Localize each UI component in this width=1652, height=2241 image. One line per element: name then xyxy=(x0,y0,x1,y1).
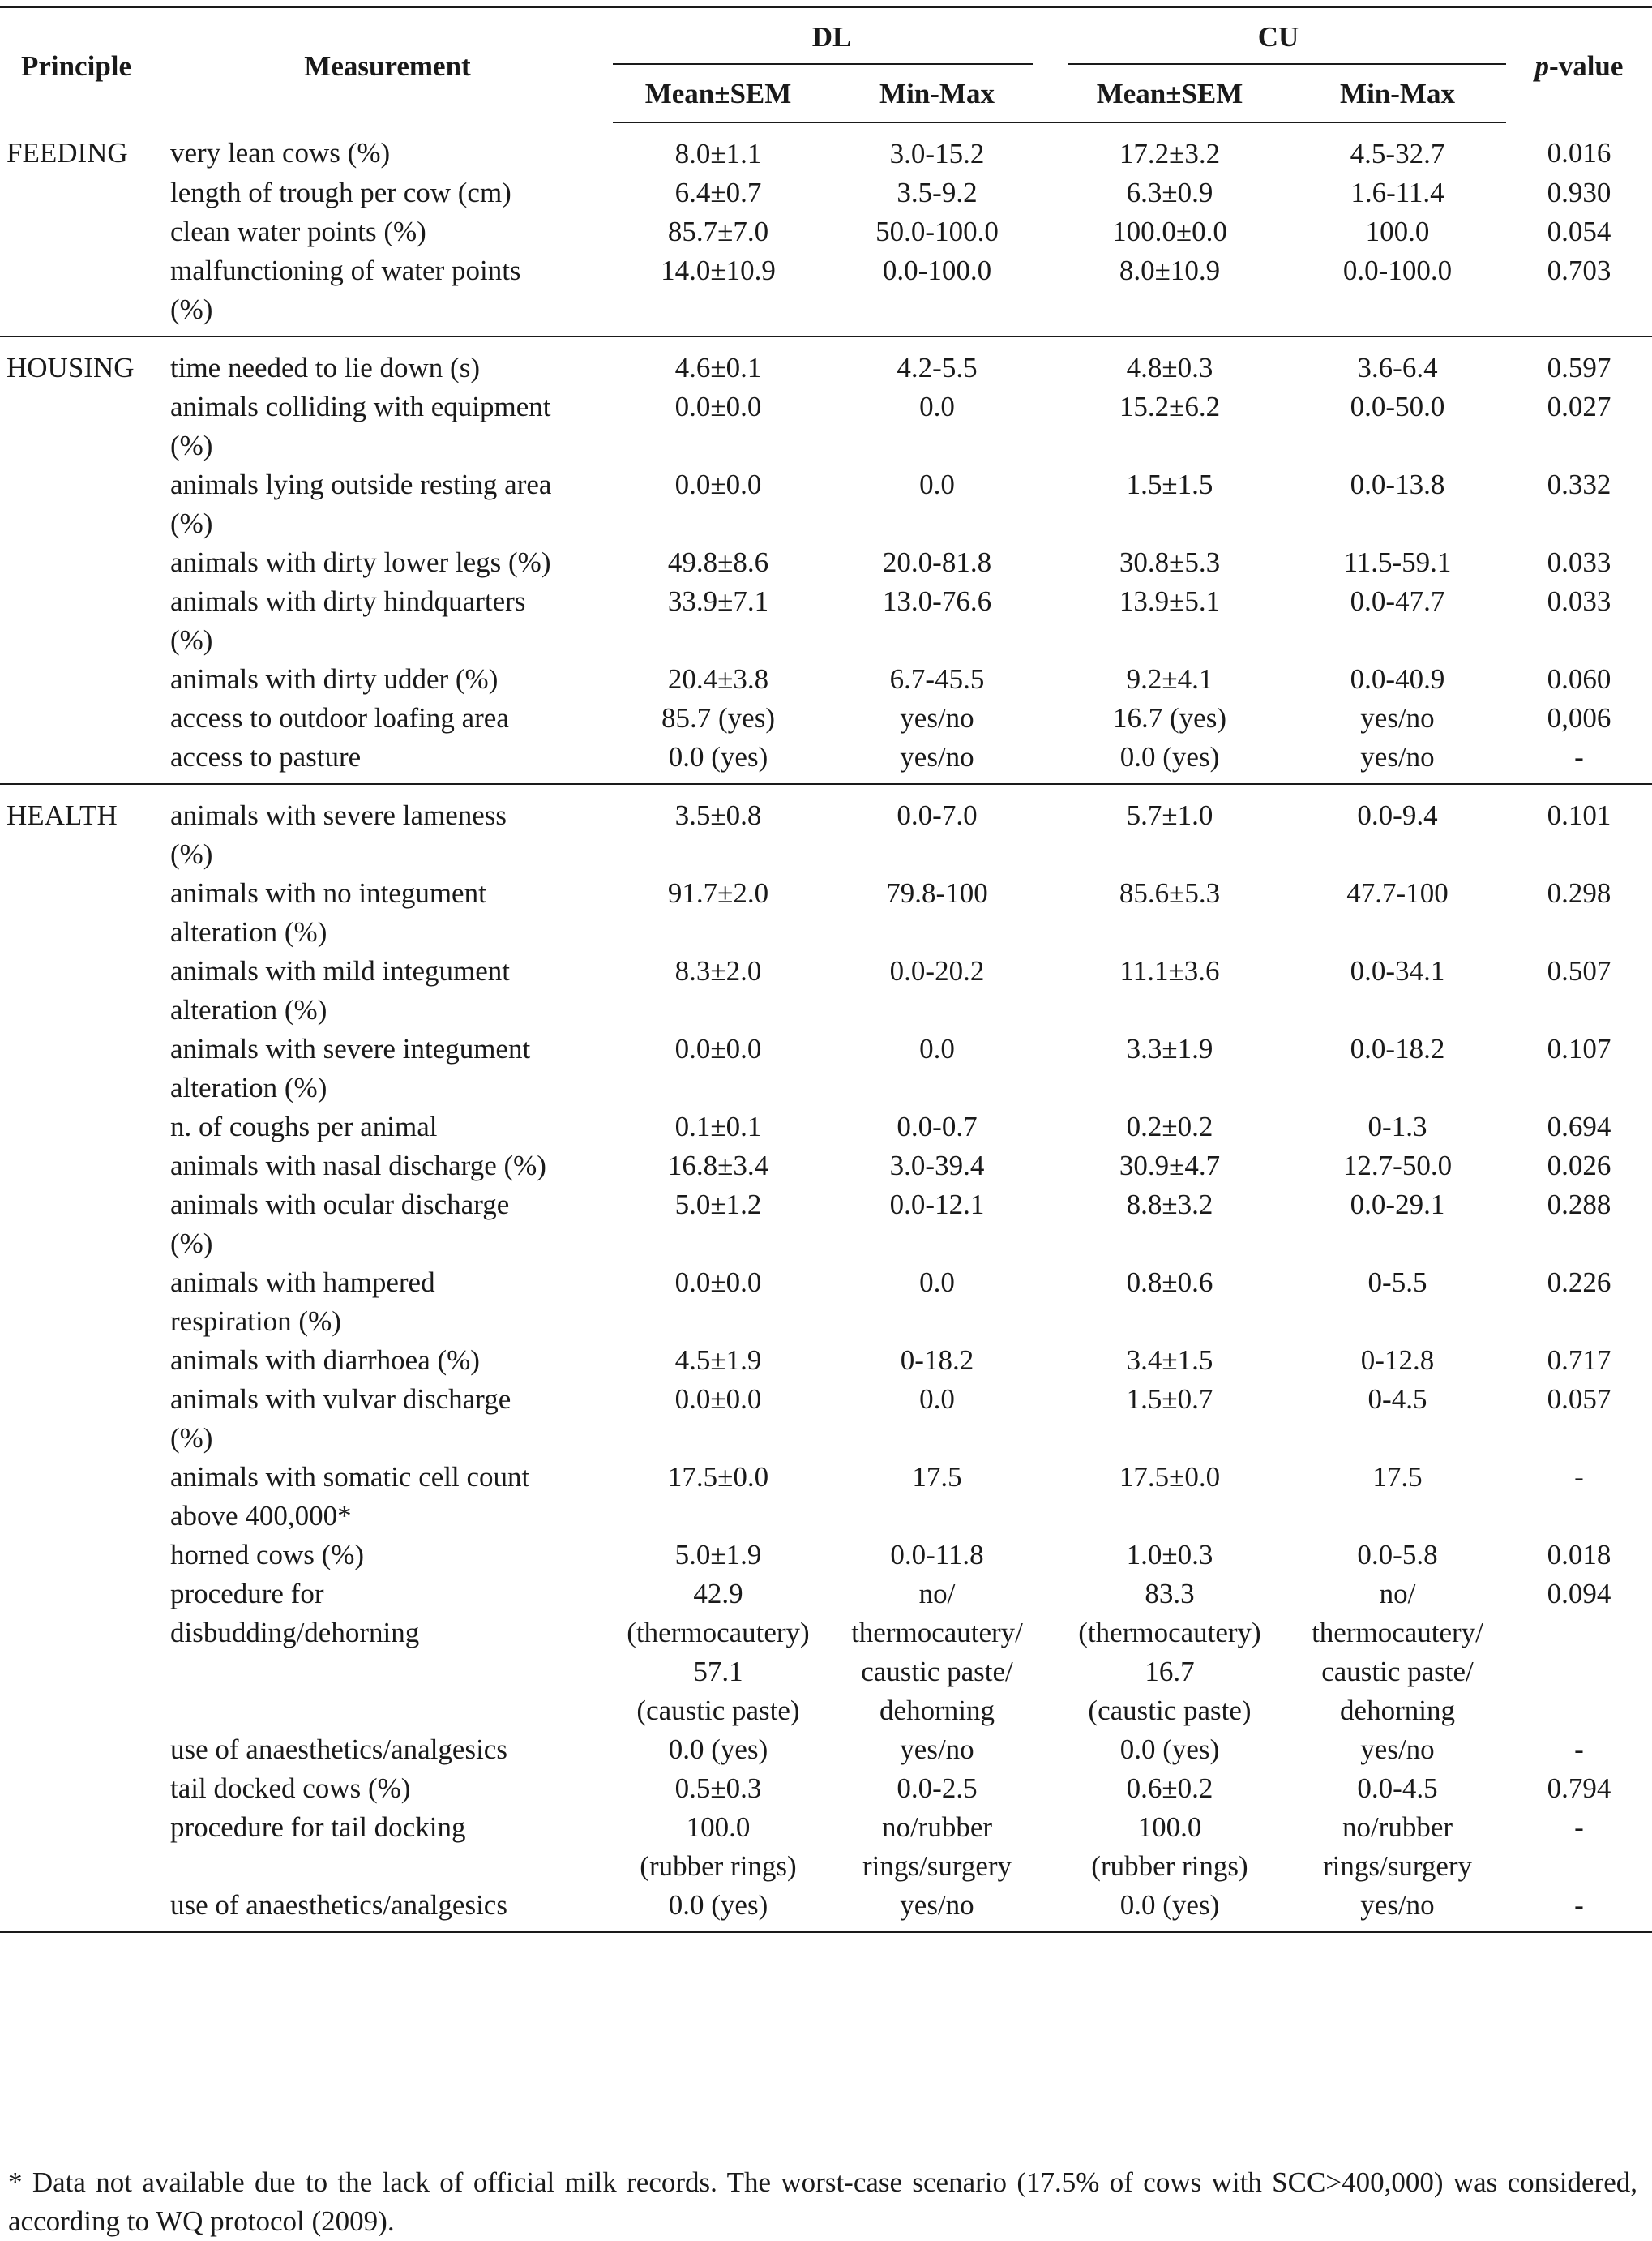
measurement-cell: animals with hampered respiration (%) xyxy=(170,1266,435,1337)
table-row xyxy=(0,1575,1652,1730)
dl-range-cell: yes/no xyxy=(900,741,974,773)
principle-cell xyxy=(0,1458,162,1536)
dl-mean-cell: 42.9 (thermocautery) 57.1 (caustic paste) xyxy=(627,1578,810,1726)
principle-cell xyxy=(0,1108,162,1146)
measurement-cell: use of anaesthetics/analgesics xyxy=(170,1889,507,1921)
principle-cell xyxy=(0,699,162,738)
measurement-cell: animals with ocular discharge (%) xyxy=(170,1189,510,1259)
cu-range-cell: 47.7-100 xyxy=(1346,877,1449,909)
table-row xyxy=(0,1146,1652,1185)
table-row xyxy=(0,174,1652,212)
dl-mean-cell: 0.0±0.0 xyxy=(674,391,762,422)
dl-mean-cell: 5.0±1.9 xyxy=(674,1539,762,1570)
header-pvalue xyxy=(1506,7,1652,122)
principle-cell xyxy=(0,1341,162,1380)
dl-range-cell: 4.2-5.5 xyxy=(897,352,978,383)
dl-range-cell: yes/no xyxy=(900,1889,974,1921)
table-row xyxy=(0,1185,1652,1263)
table-row xyxy=(0,874,1652,952)
principle-cell xyxy=(0,465,162,543)
header-cu-range: Min-Max xyxy=(1289,65,1506,122)
cu-mean-cell: 0.0 (yes) xyxy=(1119,1889,1220,1921)
dl-mean-cell: 4.6±0.1 xyxy=(674,352,762,383)
table-row xyxy=(0,660,1652,699)
table-row xyxy=(0,212,1652,251)
cu-range-cell: 0.0-4.5 xyxy=(1357,1772,1438,1804)
cu-mean-cell: 13.9±5.1 xyxy=(1119,585,1221,617)
measurement-cell: length of trough per cow (cm) xyxy=(170,177,511,208)
cu-range-cell: 0.0-100.0 xyxy=(1342,255,1453,286)
table-row xyxy=(0,1263,1652,1341)
pvalue-cell: - xyxy=(1574,1733,1584,1765)
pvalue-cell: 0.597 xyxy=(1547,352,1611,383)
measurement-cell: animals with dirty hindquarters (%) xyxy=(170,585,526,656)
measurement-cell: n. of coughs per animal xyxy=(170,1111,438,1142)
dl-mean-cell: 0.0 (yes) xyxy=(668,1889,768,1921)
measurement-cell: animals with vulvar discharge (%) xyxy=(170,1383,511,1454)
principle-cell xyxy=(0,251,162,336)
measurement-cell: animals with no integument alteration (%) xyxy=(170,877,486,948)
dl-mean-cell: 16.8±3.4 xyxy=(667,1150,769,1181)
header-pvalue-italic: p xyxy=(1534,49,1550,82)
principle-cell xyxy=(0,1146,162,1185)
dl-mean-cell: 0.0±0.0 xyxy=(674,469,762,500)
dl-mean-cell: 49.8±8.6 xyxy=(667,546,769,578)
dl-mean-cell: 0.0 (yes) xyxy=(668,1733,768,1765)
cu-range-cell: 0.0-18.2 xyxy=(1350,1033,1445,1065)
pvalue-cell: 0.694 xyxy=(1547,1111,1611,1142)
dl-range-cell: 0.0 xyxy=(919,391,955,422)
principle-cell: HEALTH xyxy=(6,799,118,831)
pvalue-cell: 0.717 xyxy=(1547,1344,1611,1376)
table-row xyxy=(0,738,1652,784)
principle-cell xyxy=(0,1808,162,1886)
cu-range-cell: 0.0-9.4 xyxy=(1357,799,1438,831)
pvalue-cell: 0.507 xyxy=(1547,955,1611,987)
measurement-cell: tail docked cows (%) xyxy=(170,1772,411,1804)
table-row xyxy=(0,1886,1652,1932)
principle-cell xyxy=(0,543,162,582)
table-row xyxy=(0,1808,1652,1886)
table-body xyxy=(0,122,1652,1932)
principle-cell xyxy=(0,212,162,251)
cu-range-cell: 0.0-47.7 xyxy=(1350,585,1445,617)
measurement-cell: animals with mild integument alteration (%) xyxy=(170,955,510,1026)
table-row xyxy=(0,1341,1652,1380)
principle-cell xyxy=(0,952,162,1030)
cu-range-cell: 1.6-11.4 xyxy=(1350,177,1444,208)
dl-mean-cell: 0.0±0.0 xyxy=(674,1383,762,1415)
principle-cell xyxy=(0,1886,162,1932)
cu-mean-cell: 4.8±0.3 xyxy=(1126,352,1213,383)
cu-mean-cell: 3.4±1.5 xyxy=(1126,1344,1213,1376)
cu-mean-cell: 85.6±5.3 xyxy=(1119,877,1221,909)
pvalue-cell: 0.101 xyxy=(1547,799,1611,831)
dl-mean-cell: 0.0±0.0 xyxy=(674,1033,762,1065)
table-row xyxy=(0,465,1652,543)
measurement-cell: access to pasture xyxy=(170,741,362,773)
measurement-cell: animals with severe integument alteration (%) xyxy=(170,1033,531,1103)
pvalue-cell: - xyxy=(1574,1461,1584,1493)
table-row xyxy=(0,784,1652,874)
cu-range-cell: yes/no xyxy=(1360,1889,1435,1921)
dl-range-cell: 0.0-0.7 xyxy=(897,1111,978,1142)
cu-mean-cell: 5.7±1.0 xyxy=(1126,799,1213,831)
table-row xyxy=(0,1536,1652,1575)
principle-cell xyxy=(0,660,162,699)
cu-range-cell: 0-4.5 xyxy=(1367,1383,1427,1415)
principle-cell xyxy=(0,738,162,784)
dl-mean-cell: 0.1±0.1 xyxy=(674,1111,762,1142)
dl-mean-cell: 85.7±7.0 xyxy=(667,216,769,247)
header-group-dl: DL xyxy=(613,7,1051,65)
principle-cell xyxy=(0,1030,162,1108)
cu-range-cell: 0-12.8 xyxy=(1360,1344,1435,1376)
table-row xyxy=(0,699,1652,738)
cu-range-cell: 0.0-50.0 xyxy=(1350,391,1445,422)
cu-range-cell: no/ thermocautery/ caustic paste/ dehorning xyxy=(1312,1578,1483,1726)
pvalue-cell: 0.033 xyxy=(1547,585,1611,617)
measurement-cell: procedure for disbudding/dehorning xyxy=(170,1578,420,1648)
dl-range-cell: no/rubber rings/surgery xyxy=(862,1811,1012,1882)
dl-range-cell: 0.0-12.1 xyxy=(889,1189,985,1220)
pvalue-cell: 0.018 xyxy=(1547,1539,1611,1570)
dl-range-cell: 0.0-2.5 xyxy=(897,1772,978,1804)
table-row xyxy=(0,582,1652,660)
cu-mean-cell: 0.0 (yes) xyxy=(1119,1733,1220,1765)
dl-range-cell: 20.0-81.8 xyxy=(882,546,992,578)
cu-range-cell: 3.6-6.4 xyxy=(1357,352,1438,383)
cu-mean-cell: 83.3 (thermocautery) 16.7 (caustic paste) xyxy=(1078,1578,1261,1726)
cu-range-cell: 0.0-5.8 xyxy=(1357,1539,1438,1570)
dl-range-cell: 0.0-11.8 xyxy=(890,1539,984,1570)
principle-cell xyxy=(0,1536,162,1575)
cu-range-cell: 17.5 xyxy=(1372,1461,1423,1493)
table-row xyxy=(0,543,1652,582)
pvalue-cell: 0.016 xyxy=(1547,137,1611,169)
principle-cell xyxy=(0,388,162,465)
cu-range-cell: 0-5.5 xyxy=(1367,1266,1427,1298)
cu-range-cell: 0.0-40.9 xyxy=(1350,663,1445,695)
dl-mean-cell: 85.7 (yes) xyxy=(661,702,775,734)
pvalue-cell: 0.930 xyxy=(1547,177,1611,208)
table-row xyxy=(0,1108,1652,1146)
dl-range-cell: 0.0 xyxy=(919,469,955,500)
cu-mean-cell: 3.3±1.9 xyxy=(1126,1033,1213,1065)
dl-mean-cell: 17.5±0.0 xyxy=(667,1461,769,1493)
table-row xyxy=(0,952,1652,1030)
header-measurement: Measurement xyxy=(304,49,471,82)
pvalue-cell: 0,006 xyxy=(1547,702,1611,734)
dl-mean-cell: 8.3±2.0 xyxy=(674,955,762,987)
principle-cell: HOUSING xyxy=(6,352,135,383)
table-row xyxy=(0,122,1652,174)
table-row xyxy=(0,388,1652,465)
measurement-cell: procedure for tail docking xyxy=(170,1811,466,1843)
dl-range-cell: 3.5-9.2 xyxy=(897,177,978,208)
cu-mean-cell: 16.7 (yes) xyxy=(1113,702,1226,734)
measurement-cell: horned cows (%) xyxy=(170,1539,365,1570)
measurement-cell: very lean cows (%) xyxy=(170,137,391,169)
cu-range-cell: 12.7-50.0 xyxy=(1342,1150,1453,1181)
measurement-cell: animals with severe lameness (%) xyxy=(170,799,507,870)
dl-range-cell: 0.0 xyxy=(919,1266,955,1298)
dl-range-cell: 3.0-15.2 xyxy=(889,138,985,169)
measurement-cell: animals lying outside resting area (%) xyxy=(170,469,552,539)
cu-range-cell: yes/no xyxy=(1360,702,1435,734)
header-dl-mean: Mean±SEM xyxy=(613,65,824,122)
measurement-cell: malfunctioning of water points (%) xyxy=(170,255,521,325)
principle-cell xyxy=(0,1769,162,1808)
measurement-cell: animals with somatic cell count above 400,000* xyxy=(170,1461,530,1532)
dl-mean-cell: 6.4±0.7 xyxy=(674,177,762,208)
dl-range-cell: yes/no xyxy=(900,1733,974,1765)
pvalue-cell: 0.298 xyxy=(1547,877,1611,909)
table-header xyxy=(0,7,1652,122)
pvalue-cell: 0.033 xyxy=(1547,546,1611,578)
measurement-cell: animals with dirty lower legs (%) xyxy=(170,546,551,578)
footnote: * Data not available due to the lack of official milk records. The worst-case scenario (17.5% of cows with SCC>400,000) was considered, according to WQ protocol (2009). xyxy=(8,2166,1637,2237)
cu-mean-cell: 15.2±6.2 xyxy=(1119,391,1221,422)
principle-cell xyxy=(0,1185,162,1263)
cu-mean-cell: 30.8±5.3 xyxy=(1119,546,1221,578)
dl-range-cell: 0.0-7.0 xyxy=(897,799,978,831)
table-row xyxy=(0,1730,1652,1769)
header-pvalue-suffix: -value xyxy=(1549,49,1624,82)
dl-mean-cell: 33.9±7.1 xyxy=(667,585,769,617)
cu-mean-cell: 100.0 (rubber rings) xyxy=(1091,1811,1248,1882)
cu-mean-cell: 100.0±0.0 xyxy=(1112,216,1227,247)
measurement-cell: animals with nasal discharge (%) xyxy=(170,1150,546,1181)
dl-mean-cell: 20.4±3.8 xyxy=(667,663,769,695)
dl-range-cell: 0.0 xyxy=(919,1383,955,1415)
cu-range-cell: 11.5-59.1 xyxy=(1343,546,1452,578)
dl-mean-cell: 5.0±1.2 xyxy=(674,1189,762,1220)
cu-range-cell: yes/no xyxy=(1360,1733,1435,1765)
cu-range-cell: yes/no xyxy=(1360,741,1435,773)
measurement-cell: animals with diarrhoea (%) xyxy=(170,1344,480,1376)
principle-cell xyxy=(0,174,162,212)
cu-mean-cell: 0.0 (yes) xyxy=(1119,741,1220,773)
cu-mean-cell: 17.5±0.0 xyxy=(1119,1461,1221,1493)
dl-range-cell: 0.0-100.0 xyxy=(882,255,992,286)
dl-range-cell: 3.0-39.4 xyxy=(889,1150,985,1181)
cu-range-cell: 0.0-29.1 xyxy=(1350,1189,1445,1220)
pvalue-cell: 0.794 xyxy=(1547,1772,1611,1804)
dl-range-cell: 13.0-76.6 xyxy=(882,585,992,617)
pvalue-cell: 0.027 xyxy=(1547,391,1611,422)
dl-range-cell: 0-18.2 xyxy=(900,1344,974,1376)
dl-range-cell: 50.0-100.0 xyxy=(875,216,999,247)
cu-range-cell: 0.0-34.1 xyxy=(1350,955,1445,987)
principle-cell: FEEDING xyxy=(6,137,128,169)
cu-mean-cell: 0.2±0.2 xyxy=(1126,1111,1213,1142)
cu-mean-cell: 6.3±0.9 xyxy=(1126,177,1213,208)
dl-range-cell: 6.7-45.5 xyxy=(889,663,985,695)
pvalue-cell: 0.094 xyxy=(1547,1578,1611,1609)
table-row xyxy=(0,336,1652,388)
measurement-cell: animals colliding with equipment (%) xyxy=(170,391,551,461)
measurement-cell: time needed to lie down (s) xyxy=(170,352,480,383)
pvalue-cell: 0.703 xyxy=(1547,255,1611,286)
pvalue-cell: 0.054 xyxy=(1547,216,1611,247)
dl-mean-cell: 0.5±0.3 xyxy=(674,1772,762,1804)
pvalue-cell: 0.060 xyxy=(1547,663,1611,695)
measurement-cell: clean water points (%) xyxy=(170,216,426,247)
dl-range-cell: 0.0-20.2 xyxy=(889,955,985,987)
pvalue-cell: 0.026 xyxy=(1547,1150,1611,1181)
measurement-cell: animals with dirty udder (%) xyxy=(170,663,499,695)
header-cu-mean: Mean±SEM xyxy=(1051,65,1289,122)
cu-mean-cell: 8.8±3.2 xyxy=(1126,1189,1213,1220)
cu-mean-cell: 11.1±3.6 xyxy=(1119,955,1220,987)
header-dl-range: Min-Max xyxy=(824,65,1051,122)
dl-mean-cell: 14.0±10.9 xyxy=(661,255,776,286)
dl-mean-cell: 91.7±2.0 xyxy=(667,877,769,909)
principle-cell xyxy=(0,1263,162,1341)
cu-mean-cell: 0.8±0.6 xyxy=(1126,1266,1213,1298)
cu-range-cell: 4.5-32.7 xyxy=(1350,138,1445,169)
principle-cell xyxy=(0,874,162,952)
header-group-cu: CU xyxy=(1051,7,1506,65)
cu-mean-cell: 1.5±0.7 xyxy=(1126,1383,1213,1415)
dl-range-cell: 79.8-100 xyxy=(886,877,988,909)
dl-range-cell: 0.0 xyxy=(919,1033,955,1065)
principle-cell xyxy=(0,1575,162,1730)
table-row xyxy=(0,1769,1652,1808)
cu-mean-cell: 9.2±4.1 xyxy=(1126,663,1213,695)
pvalue-cell: 0.226 xyxy=(1547,1266,1611,1298)
cu-mean-cell: 30.9±4.7 xyxy=(1119,1150,1221,1181)
dl-mean-cell: 4.5±1.9 xyxy=(674,1344,762,1376)
pvalue-cell: 0.107 xyxy=(1547,1033,1611,1065)
dl-mean-cell: 0.0±0.0 xyxy=(674,1266,762,1298)
welfare-table xyxy=(0,6,1652,1933)
dl-mean-cell: 8.0±1.1 xyxy=(674,138,762,169)
cu-mean-cell: 0.6±0.2 xyxy=(1126,1772,1213,1804)
table-row xyxy=(0,1380,1652,1458)
dl-mean-cell: 3.5±0.8 xyxy=(674,799,762,831)
dl-range-cell: yes/no xyxy=(900,702,974,734)
cu-range-cell: 0.0-13.8 xyxy=(1350,469,1445,500)
pvalue-cell: - xyxy=(1574,741,1584,773)
principle-cell xyxy=(0,1380,162,1458)
cu-mean-cell: 1.0±0.3 xyxy=(1126,1539,1213,1570)
dl-mean-cell: 0.0 (yes) xyxy=(668,741,768,773)
pvalue-cell: 0.288 xyxy=(1547,1189,1611,1220)
cu-range-cell: 0-1.3 xyxy=(1367,1111,1427,1142)
dl-mean-cell: 100.0 (rubber rings) xyxy=(640,1811,797,1882)
measurement-cell: use of anaesthetics/analgesics xyxy=(170,1733,507,1765)
pvalue-cell: - xyxy=(1574,1811,1584,1843)
dl-range-cell: no/ thermocautery/ caustic paste/ dehorning xyxy=(851,1578,1023,1726)
pvalue-cell: - xyxy=(1574,1889,1584,1921)
table-row xyxy=(0,251,1652,336)
pvalue-cell: 0.057 xyxy=(1547,1383,1611,1415)
cu-mean-cell: 17.2±3.2 xyxy=(1119,138,1221,169)
cu-range-cell: no/rubber rings/surgery xyxy=(1322,1811,1473,1882)
pvalue-cell: 0.332 xyxy=(1547,469,1611,500)
dl-range-cell: 17.5 xyxy=(912,1461,962,1493)
cu-range-cell: 100.0 xyxy=(1365,216,1430,247)
principle-cell xyxy=(0,1730,162,1769)
table-row xyxy=(0,1458,1652,1536)
measurement-cell: access to outdoor loafing area xyxy=(170,702,509,734)
cu-mean-cell: 8.0±10.9 xyxy=(1119,255,1221,286)
cu-mean-cell: 1.5±1.5 xyxy=(1126,469,1213,500)
table-row xyxy=(0,1030,1652,1108)
principle-cell xyxy=(0,582,162,660)
header-principle: Principle xyxy=(20,49,132,82)
